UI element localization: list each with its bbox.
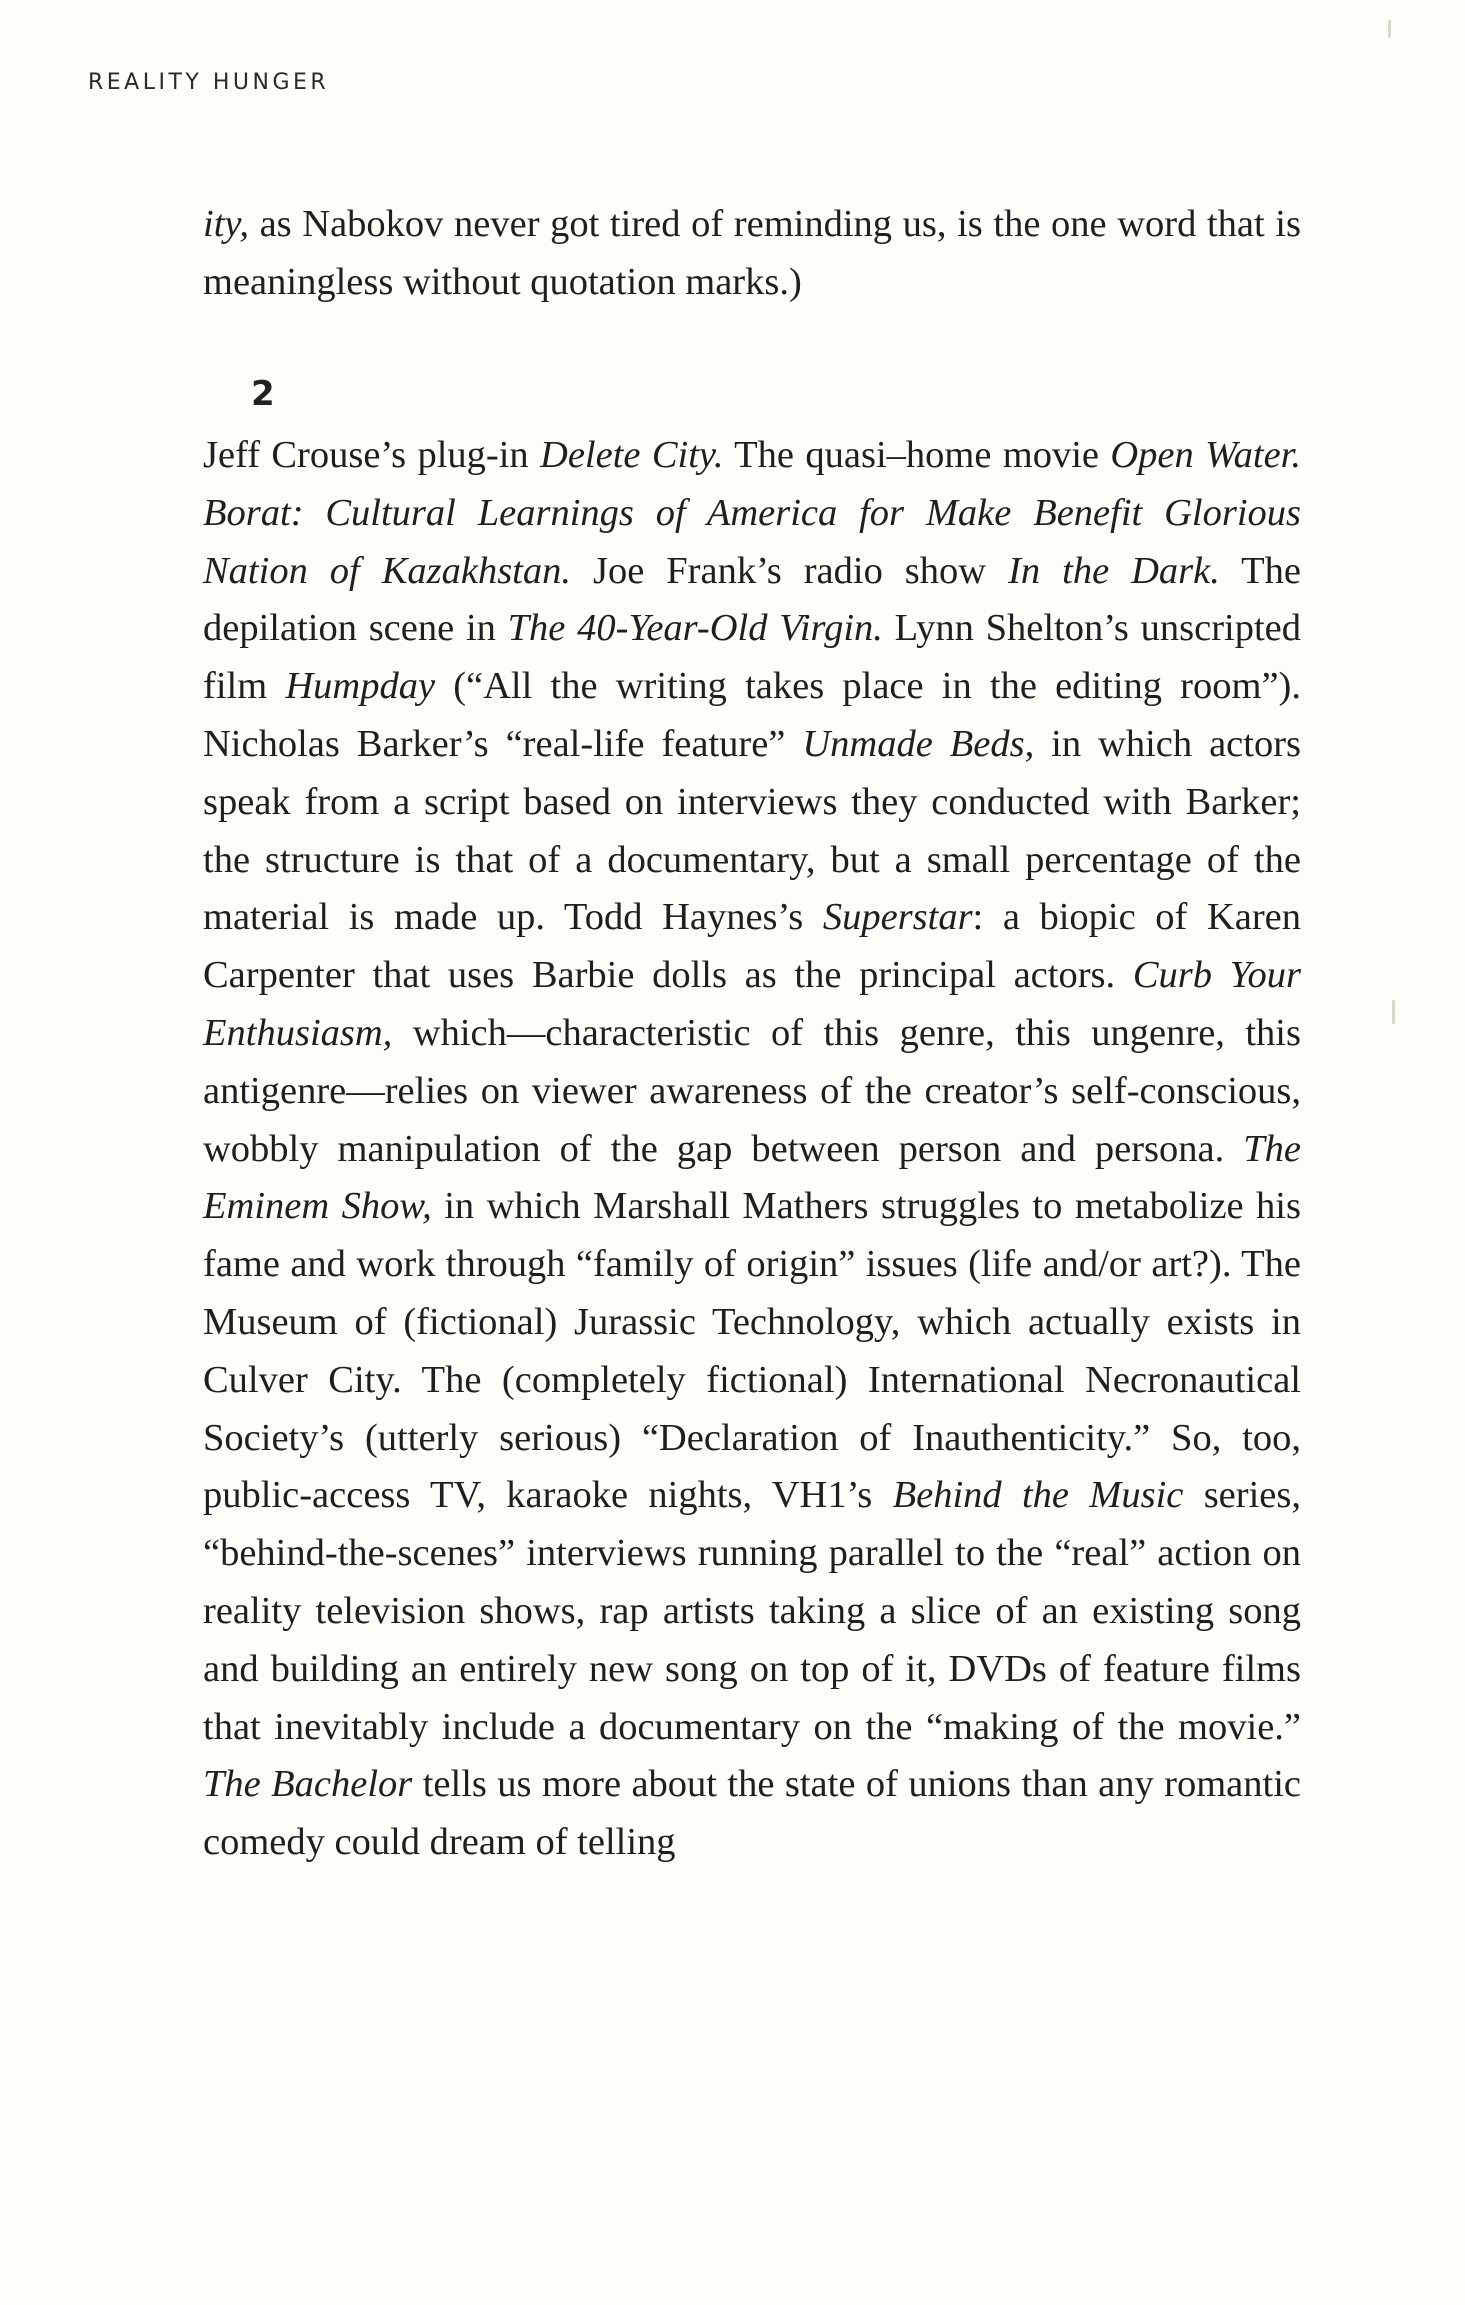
italic-title: ity,	[203, 203, 249, 245]
continuation-paragraph	[203, 196, 1301, 312]
section-body	[203, 427, 1301, 1872]
running-head: REALITY HUNGER	[88, 70, 330, 95]
continuation-text	[203, 196, 1301, 312]
text-run: : a biopic of Karen Carpenter that uses Barbie dolls as the principal actors.	[203, 896, 1302, 997]
italic-title: Curb Your Enthusiasm,	[203, 954, 1302, 1054]
italic-title: Unmade Beds,	[802, 722, 1035, 765]
text-run: Lynn Shelton’s unscripted film	[203, 607, 1302, 708]
scan-speck	[1392, 1000, 1395, 1024]
italic-title: Open Water. Borat: Cultural Learnings of America for Make Benefit Glorious Nation of Kazakhstan.	[203, 434, 1302, 592]
italic-title: Behind the Music	[892, 1474, 1184, 1517]
text-run: (“All the writing takes place in the editing room”). Nicholas Barker’s “real-life feature”	[203, 665, 1301, 765]
italic-title: Superstar	[822, 896, 973, 939]
italic-title: The Bachelor	[203, 1763, 413, 1806]
text-run: The quasi–home movie	[723, 434, 1111, 476]
text-run: The depilation scene in	[203, 549, 1302, 650]
italic-title: Delete City.	[540, 434, 724, 476]
italic-title: The 40-Year-Old Virgin.	[507, 607, 883, 650]
text-run: as Nabokov never got tired of reminding us, is the one word that is meaningless without quotation marks.)	[203, 203, 1301, 303]
italic-title: The Eminem Show,	[203, 1127, 1301, 1228]
text-run: in which Marshall Mathers struggles to metabolize his fame and work through “family of origin” issues (life and/or art?). The Museum of (fictional) Jurassic Technology, which actually exists in Culver City. The (completely fictional) International Necronautical Society’s (utterly serious) “Declaration of Inauthenticity.” So, too, public-access TV, karaoke nights, VH1’s	[203, 1185, 1301, 1517]
text-run: series, “behind-the-scenes” interviews running parallel to the “real” action on reality television shows, rap artists taking a slice of an existing song and building an entirely new song on top of it, DVDs of feature films that inevitably include a documentary on the “making of the movie.”	[203, 1474, 1301, 1748]
text-run: Jeff Crouse’s plug-in	[203, 434, 541, 476]
italic-title: In the Dark.	[1008, 549, 1220, 592]
text-run: which—characteristic of this genre, this ungenre, this antigenre—relies on viewer awareness of the creator’s self-conscious, wobbly manipulation of the gap between person and persona.	[203, 1011, 1301, 1170]
text-run: in which actors speak from a script based on interviews they conducted with Barker; the structure is that of a documentary, but a small percentage of the material is made up. Todd Haynes’s	[203, 722, 1301, 939]
text-run: Joe Frank’s radio show	[571, 549, 1009, 592]
italic-title: Humpday	[285, 665, 436, 708]
body-paragraph	[203, 427, 1301, 1872]
section-number: 2	[251, 374, 275, 414]
scan-speck	[1388, 20, 1391, 38]
text-run: tells us more about the state of unions than any romantic comedy could dream of telling	[203, 1763, 1301, 1864]
